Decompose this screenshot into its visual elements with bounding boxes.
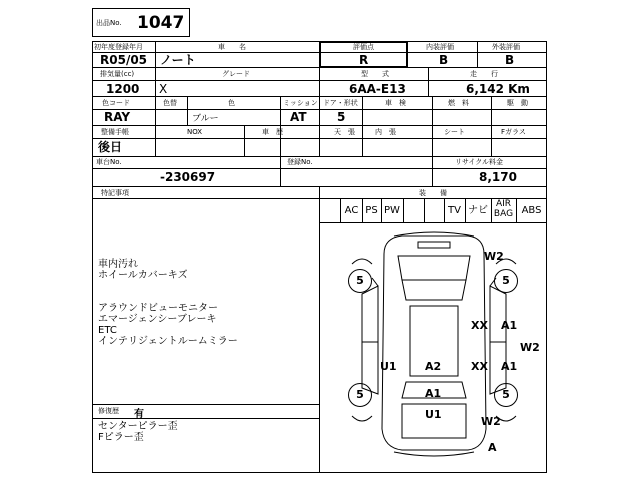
model-code: 6AA-E13 (349, 82, 406, 96)
mileage-label: 走 行 (470, 70, 498, 78)
color-change-label: 色替 (163, 99, 177, 107)
note-line: インテリジェントルームミラー (98, 336, 238, 347)
note-line: ETC (98, 325, 117, 336)
equip-airbag: AIR BAG (493, 199, 514, 219)
damage-mark: XX (471, 360, 488, 373)
history-label: 車 歴 (262, 128, 283, 136)
repair-line: センターピラー歪 (98, 421, 178, 432)
left-side (362, 286, 378, 394)
note-line: エマージェンシーブレーキ (98, 314, 217, 325)
damage-mark: U1 (425, 408, 442, 421)
damage-mark: A2 (425, 360, 442, 373)
exterior-grade-label: 外装評価 (492, 43, 520, 51)
listing-number-label: 出品No. (96, 19, 122, 27)
mileage: 6,142 Km (466, 82, 530, 96)
damage-mark: A1 (501, 319, 518, 332)
hood (398, 256, 470, 280)
transmission: AT (290, 110, 307, 124)
interior-grade: B (439, 53, 449, 67)
color: ブルー (192, 114, 219, 124)
color-code-label: 色コード (102, 99, 130, 107)
displacement-label: 排気量(cc) (100, 70, 135, 78)
tire-front-right: 5 (494, 269, 518, 293)
transmission-label: ミッション (283, 99, 318, 107)
equip-ac: AC (344, 205, 359, 216)
listing-number: 1047 (137, 13, 185, 33)
car-diagram (322, 224, 546, 472)
overall-score: R (359, 53, 369, 67)
damage-mark: W2 (481, 415, 501, 428)
repair-line: Fピラー歪 (98, 432, 144, 443)
interior-grade-label: 内装評価 (426, 43, 454, 51)
damage-mark: W2 (484, 250, 504, 263)
right-side (490, 286, 506, 394)
windshield (402, 280, 466, 300)
maintenance-record-label: 整備手帳 (101, 128, 129, 136)
color-code: RAY (104, 110, 131, 124)
maintenance-record: 後日 (98, 140, 123, 154)
nox-label: NOX (187, 128, 203, 136)
doors-label: ドア・形状 (323, 99, 358, 107)
car-model: ノート (160, 53, 196, 67)
grade-label: グレード (222, 70, 250, 78)
tire-rear-left: 5 (348, 383, 372, 407)
damage-mark: W2 (520, 341, 540, 354)
ceiling-label: 天 張 (334, 128, 355, 136)
damage-mark: A1 (425, 387, 442, 400)
note-line: ホイールカバーキズ (98, 270, 188, 281)
repair-history-label: 修復歴 (98, 407, 119, 415)
score-label: 評価点 (353, 43, 374, 51)
exterior-grade: B (505, 53, 515, 67)
equip-tv: TV (448, 205, 461, 216)
seat-label: シート (444, 128, 465, 136)
damage-mark: A (488, 441, 497, 454)
model-code-label: 型 式 (361, 70, 389, 78)
first-registration: R05/05 (100, 53, 148, 67)
note-line: アラウンドビューモニター (98, 303, 218, 314)
grade: X (159, 82, 168, 96)
color-label: 色 (228, 99, 235, 107)
damage-mark: A1 (501, 360, 518, 373)
chassis-number: -230697 (160, 170, 216, 184)
equip-navi: ナビ (468, 205, 488, 216)
note-line: 車内汚れ (98, 259, 138, 270)
tire-rear-right: 5 (494, 383, 518, 407)
damage-mark: U1 (380, 360, 397, 373)
repair-history-value: 有 (134, 409, 144, 420)
equip-pw: PW (384, 205, 400, 216)
displacement: 1200 (106, 82, 140, 96)
equip-abs: ABS (521, 205, 542, 216)
drive-label: 駆 動 (507, 99, 528, 107)
chassis-label: 車台No. (96, 158, 122, 166)
interior-trim-label: 内 張 (375, 128, 396, 136)
equipment-label: 装 備 (419, 189, 447, 197)
rear-bumper (394, 452, 474, 456)
inspection-label: 車 検 (385, 99, 406, 107)
tire-front-left: 5 (348, 269, 372, 293)
notes-label: 特記事項 (101, 189, 129, 197)
equip-ps: PS (365, 205, 378, 216)
fuel-label: 燃 料 (448, 99, 469, 107)
recycle-fee: 8,170 (479, 170, 517, 184)
damage-mark: XX (471, 319, 488, 332)
year-label: 初年度登録年月 (94, 43, 143, 51)
registration-label: 登録No. (287, 158, 313, 166)
front-bumper (394, 232, 474, 236)
listing-number-box (92, 8, 190, 37)
model-label: 車 名 (218, 43, 246, 51)
recycle-fee-label: リサイクル料金 (455, 158, 504, 166)
front-glass-label: Fガラス (501, 128, 526, 136)
doors: 5 (337, 110, 346, 124)
